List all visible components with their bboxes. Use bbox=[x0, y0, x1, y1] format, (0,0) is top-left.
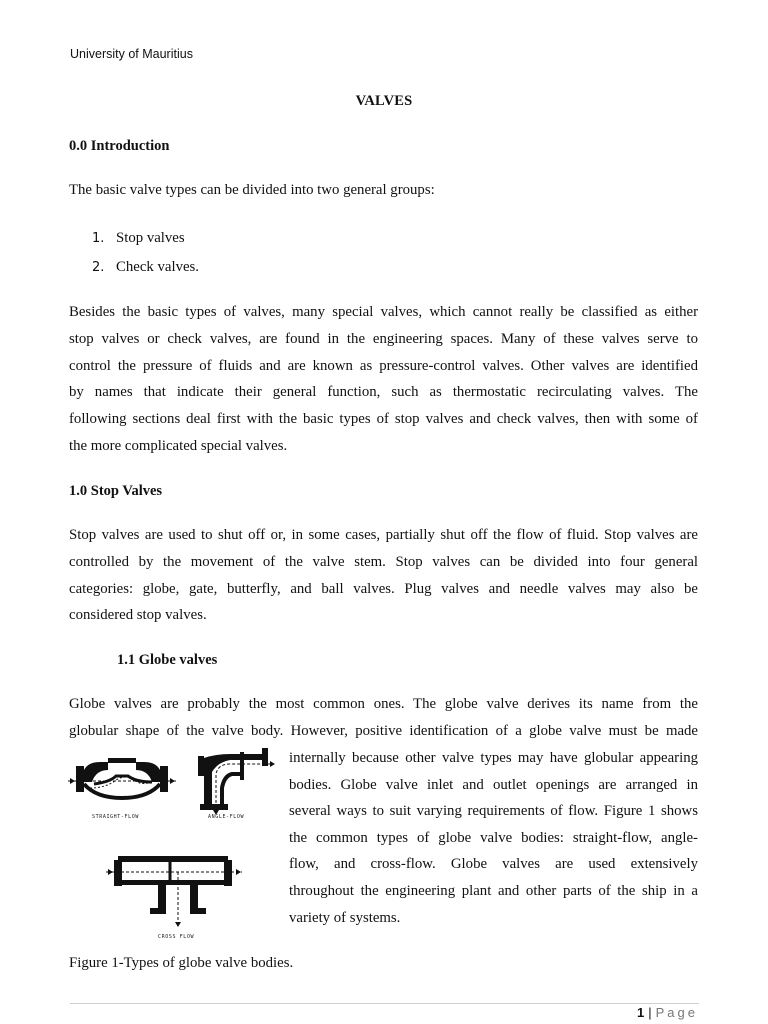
paragraph-line: stop valves or check valves, are found in the engineering spaces. Many of these valves serve to bbox=[69, 330, 698, 347]
footer-divider bbox=[70, 1003, 699, 1004]
document-title: VALVES bbox=[355, 93, 413, 109]
paragraph-line: flow, and cross-flow. Globe valves are used extensively bbox=[289, 856, 698, 873]
angle-flow-label: ANGLE-FLOW bbox=[208, 814, 245, 820]
intro-lead-paragraph bbox=[69, 177, 698, 204]
list-item-text: Stop valves bbox=[116, 230, 185, 246]
paragraph-line: throughout the engineering plant and other parts of the ship in a bbox=[289, 882, 698, 899]
paragraph-line: Stop valves are used to shut off or, in some cases, partially shut off the flow of fluid. Stop valves are bbox=[69, 527, 698, 543]
paragraph-line: the common types of globe valve bodies: straight-flow, angle- bbox=[289, 829, 698, 846]
footer-separator: | bbox=[648, 1005, 652, 1020]
list-item-number: 1. bbox=[92, 231, 105, 246]
section-heading-globe-valves: 1.1 Globe valves bbox=[117, 652, 218, 668]
running-header: University of Mauritius bbox=[70, 47, 193, 61]
globe-valves-paragraph-full bbox=[69, 691, 698, 745]
valve-groups-list bbox=[92, 224, 199, 282]
globe-valve-bodies-figure bbox=[66, 748, 280, 944]
list-item-number: 2. bbox=[92, 260, 105, 275]
straight-flow-valve-drawing bbox=[68, 758, 176, 820]
paragraph-line: Besides the basic types of valves, many special valves, which cannot really be classified as either bbox=[69, 304, 698, 320]
paragraph-line: by names that indicate their general function, such as thermostatic recirculating valves. The bbox=[69, 384, 698, 401]
paragraph-line: following sections deal first with the basic types of stop valves and check valves, then with some of bbox=[69, 411, 698, 428]
paragraph-line: considered stop valves. bbox=[69, 607, 207, 624]
page-word: Page bbox=[655, 1005, 698, 1020]
cross-flow-valve-drawing bbox=[106, 856, 242, 940]
paragraph-line: several ways to suit varying requirements of flow. Figure 1 shows bbox=[289, 803, 698, 820]
intro-paragraph bbox=[69, 299, 698, 460]
stop-valves-paragraph bbox=[69, 522, 698, 629]
cross-flow-label: CROSS FLOW bbox=[158, 934, 195, 940]
paragraph-line: categories: globe, gate, butterfly, and ball valves. Plug valves and needle valves may also be bbox=[69, 580, 698, 597]
list-item bbox=[92, 253, 199, 282]
paragraph-line: internally because other valve types may have globular appearing bbox=[289, 750, 698, 766]
section-heading-introduction: 0.0 Introduction bbox=[69, 138, 170, 154]
paragraph-line: variety of systems. bbox=[289, 909, 401, 926]
figure-caption: Figure 1-Types of globe valve bodies. bbox=[69, 955, 294, 971]
intro-lead-text: The basic valve types can be divided into two general groups: bbox=[69, 182, 435, 198]
angle-flow-valve-drawing bbox=[198, 748, 275, 820]
list-item bbox=[92, 224, 199, 253]
list-item-text: Check valves. bbox=[116, 259, 200, 275]
paragraph-line: globular shape of the valve body. However, positive identification of a globe valve must be made bbox=[69, 722, 698, 739]
paragraph-line: control the pressure of fluids and are known as pressure-control valves. Other valves are identified bbox=[69, 357, 698, 374]
paragraph-line: bodies. Globe valve inlet and outlet openings are arranged in bbox=[289, 776, 698, 793]
straight-flow-label: STRAIGHT-FLOW bbox=[92, 814, 139, 820]
paragraph-line: Globe valves are probably the most common ones. The globe valve derives its name from the bbox=[69, 696, 698, 712]
paragraph-line: controlled by the movement of the valve stem. Stop valves can be divided into four general bbox=[69, 553, 698, 570]
globe-valves-paragraph-side bbox=[289, 745, 698, 931]
page-footer bbox=[637, 1005, 698, 1020]
page-number: 1 bbox=[637, 1005, 645, 1020]
paragraph-line: the more complicated special valves. bbox=[69, 437, 288, 454]
section-heading-stop-valves: 1.0 Stop Valves bbox=[69, 483, 163, 499]
